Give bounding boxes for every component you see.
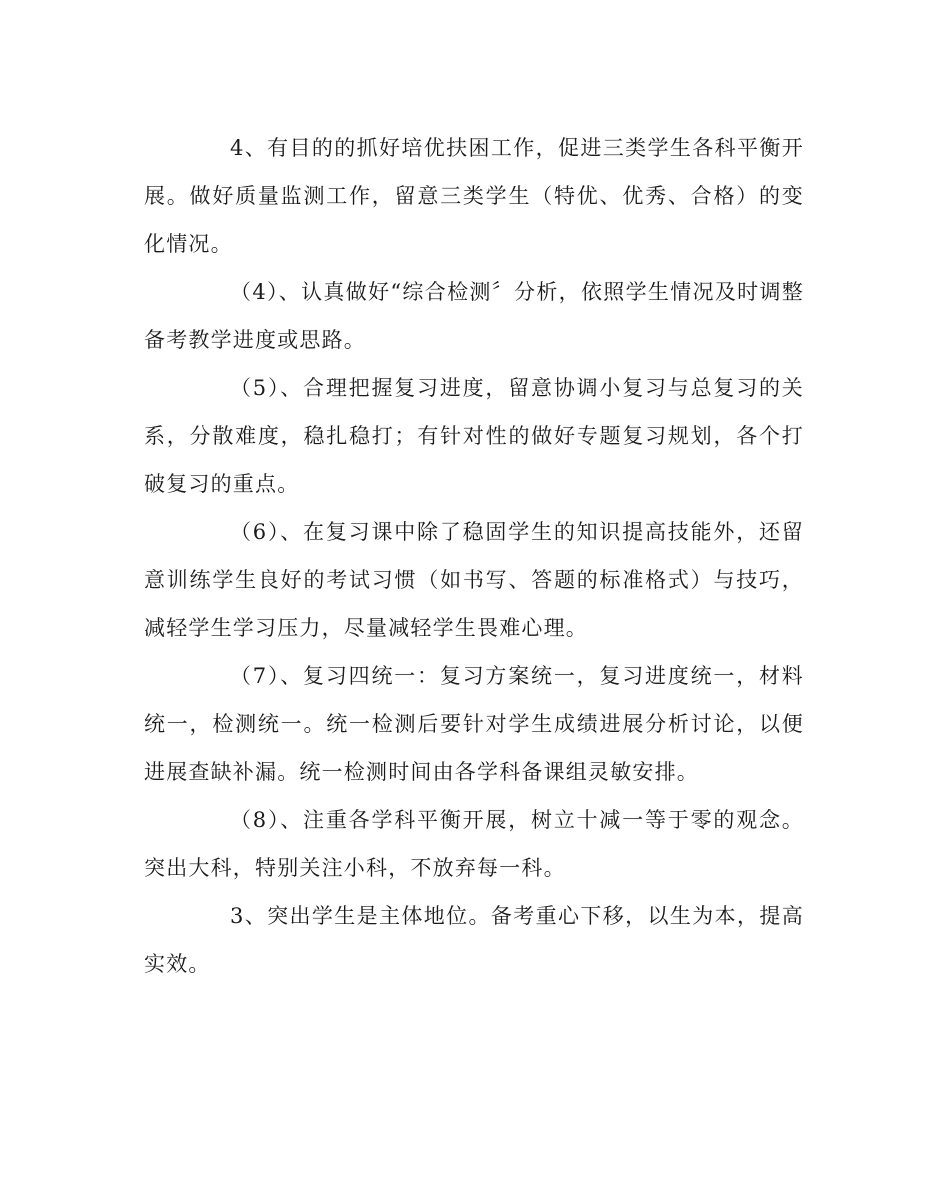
paragraph-6: （8）、注重各学科平衡开展，树立十减一等于零的观念。突出大科，特别关注小科，不放弃每一科。 xyxy=(144,808,804,880)
paragraph-2: （4）、认真做好“综合检测〞分析，依照学生情况及时调整备考教学进度或思路。 xyxy=(144,280,804,352)
paragraph-7: 3、突出学生是主体地位。备考重心下移，以生为本，提高实效。 xyxy=(144,904,804,976)
paragraph-3: （5）、合理把握复习进度，留意协调小复习与总复习的关系，分散难度，稳扎稳打；有针对性的做好专题复习规划，各个打破复习的重点。 xyxy=(144,376,804,496)
document-body xyxy=(144,124,804,988)
paragraph-1: 4、有目的的抓好培优扶困工作，促进三类学生各科平衡开展。做好质量监测工作，留意三类学生（特优、优秀、合格）的变化情况。 xyxy=(144,136,804,256)
paragraph-5: （7）、复习四统一：复习方案统一，复习进度统一，材料统一，检测统一。统一检测后要针对学生成绩进展分析讨论，以便进展查缺补漏。统一检测时间由各学科备课组灵敏安排。 xyxy=(144,664,804,784)
paragraph-4: （6）、在复习课中除了稳固学生的知识提高技能外，还留意训练学生良好的考试习惯（如书写、答题的标准格式）与技巧，减轻学生学习压力，尽量减轻学生畏难心理。 xyxy=(144,520,804,640)
